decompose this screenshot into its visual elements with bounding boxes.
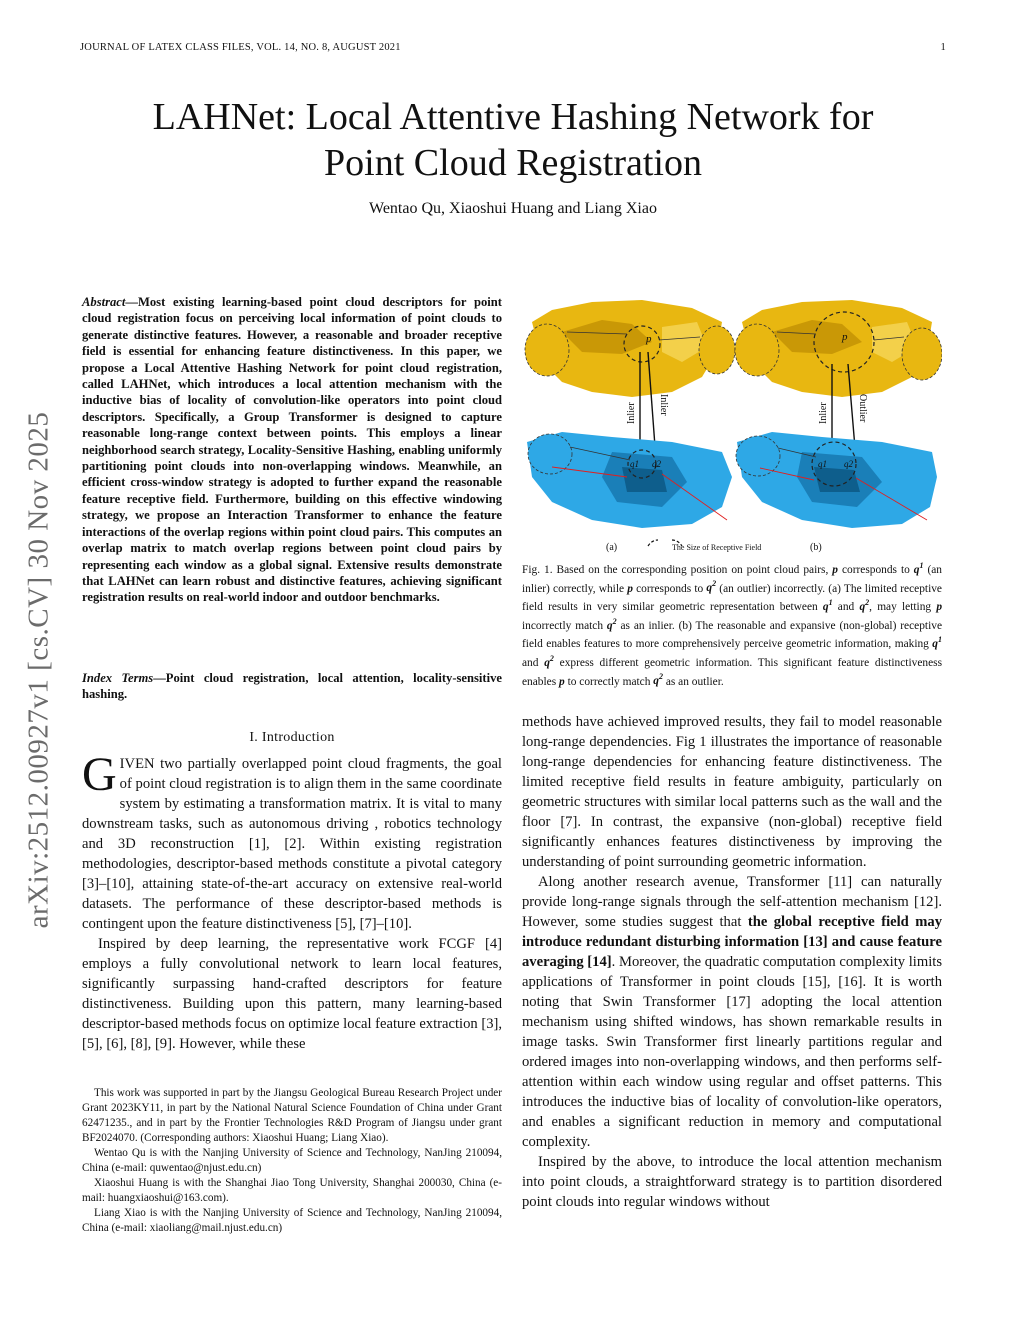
journal-header: JOURNAL OF LATEX CLASS FILES, VOL. 14, NO. 8, AUGUST 2021 (80, 42, 401, 53)
point-q2-b: q2 (844, 459, 853, 469)
footnote-author-2: Xiaoshui Huang is with the Shanghai Jiao Tong University, Shanghai 200030, China (e-mail: huangxiaoshui@163.com). (82, 1177, 502, 1204)
abstract (82, 294, 502, 606)
receptive-field-legend: The Size of Receptive Field (672, 543, 762, 552)
index-terms-label: Index Terms (82, 671, 154, 685)
figure-1 (522, 292, 942, 554)
inlier-label-a-2: Inlier (658, 394, 669, 416)
right-paragraph-2: Along another research avenue, Transformer [11] can naturally provide long-range signals through the self-attention mechanism [12]. However, some studies suggest that the global receptive field may introduce redundant disturbing information [13] and cause feature averaging [14]. Moreover, the quadratic computation complexity limits applications of Transformer in point clouds [15], [16]. It is worth noting that Swin Transformer [17] adopting the local attention mechanism using shifted windows, has shown remarkable results in image tasks. Swin Transformer first linearly partitions regular and ordered images into non-overlapping windows, and then performs self-attention within each window using regular and offset patterns. This introduces the inductive bias of locality of convolution-like operators, and enables a significant reduction in memory and computational complexity. (522, 874, 942, 1150)
point-p-b: p (842, 331, 848, 343)
right-column-text (522, 712, 942, 1212)
panel-a (525, 300, 735, 528)
page-number: 1 (940, 42, 946, 53)
abstract-label: Abstract (82, 295, 126, 309)
inlier-label-b: Inlier (818, 402, 829, 424)
outlier-label-b: Outlier (857, 394, 868, 423)
panel-a-label: (a) (606, 542, 618, 553)
zoom-circle-a-tgt-left (528, 434, 572, 474)
panel-b (735, 300, 942, 528)
author-list: Wentao Qu, Xiaoshui Huang and Liang Xiao (369, 200, 657, 217)
intro-paragraph-2: Inspired by deep learning, the representative work FCGF [4] employs a fully convolutional network to learn local features, significantly surpassing hand-crafted descriptors for feature distinctiveness. Building upon this pattern, many learning-based descriptor-based methods focus on optimize local feature extraction [3], [5], [6], [8], [9]. However, while these (82, 936, 502, 1052)
zoom-circle-a-right (699, 326, 735, 374)
title-line-1: LAHNet: Local Attentive Hashing Network for (152, 96, 874, 138)
section-heading-introduction: I. Introduction (249, 730, 335, 745)
zoom-circle-b-right (902, 328, 942, 380)
intro-paragraph-1: GIVEN two partially overlapped point cloud fragments, the goal of point cloud registration is to align them in the same coordinate system by estimating a transformation matrix. It is vital to many downstream tasks, such as autonomous driving , robotics technology and 3D reconstruction [1], [2]. Within existing registration methodologies, descriptor-based methods constitute a pivotal category [3]–[10], attaining state-of-the-art accuracy on extensive real-world datasets. The performance of these descriptor-based methods is contingent upon the feature distinctiveness [5], [7]–[10]. (82, 748, 502, 932)
footnotes (82, 1086, 502, 1236)
footnote-funding: This work was supported in part by the Jiangsu Geological Bureau Research Project under Grant 2023KY11, in part by the National Natural Science Foundation of China under Grant 62471235., and in part by the Frontier Technologies R&D Program of Jiangsu under grant BF2024070. (Corresponding authors: Xiaoshui Huang; Liang Xiao). (82, 1087, 502, 1144)
zoom-circle-b-left (735, 324, 779, 376)
title-line-2: Point Cloud Registration (324, 142, 702, 184)
right-paragraph-3: Inspired by the above, to introduce the local attention mechanism into point clouds, a straightforward strategy is to partition disordered point clouds into regular windows without (522, 1154, 942, 1210)
right-paragraph-1: methods have achieved improved results, they fail to model reasonable long-range dependencies. Fig 1 illustrates the importance of reasonable long-range dependencies for enhancing feature distinctiveness. The limited receptive field results in feature ambiguity, particularly on geometric structures with similar local patterns such as the wall and the floor [7]. In contrast, the expansive (non-global) receptive field significantly enhances features distinctiveness by improving the understanding of point surrounding geometric information. (522, 714, 942, 870)
figure-1-caption: Fig. 1. Based on the corresponding position on point cloud pairs, p corresponds to $q^1$ (an inlier) correctly, while p corresponds to $q^2$ (an outlier) incorrectly. (a) The limited receptive field results in very similar geometric representation between $q^1$ and $q^2$, may letting p incorrectly match $q^2$ as an inlier. (b) The reasonable and expansive (non-global) receptive field enables features to more comprehensively perceive geometric information, making $q^1$ and $q^2$ express different geometric information. This significant feature distinctiveness enables p to correctly match $q^2$ as an outlier. (522, 561, 943, 688)
point-p-a: p (646, 333, 652, 345)
index-terms-text: —Point cloud registration, local attention, locality-sensitive hashing. (82, 671, 502, 702)
highlighted-claim: the global receptive field may introduce redundant disturbing information [13] and cause feature averaging [14] (522, 914, 942, 970)
index-terms (82, 670, 502, 703)
footnote-author-3: Liang Xiao is with the Nanjing University of Science and Technology, NanJing 210094, China (e-mail: xiaoliang@mail.njust.edu.cn) (82, 1207, 502, 1234)
intro-left-column (82, 748, 502, 1054)
arxiv-stamp (14, 370, 64, 970)
point-q1-b: q1 (818, 459, 827, 469)
point-q2-a: q2 (652, 459, 661, 469)
footnote-author-1: Wentao Qu is with the Nanjing University of Science and Technology, NanJing 210094, China (e-mail: quwentao@njust.edu.cn) (82, 1147, 502, 1174)
zoom-circle-a-left (525, 324, 569, 376)
running-header (80, 42, 946, 56)
arxiv-stamp-text: arXiv:2512.00927v1 [cs.CV] 30 Nov 2025 (22, 411, 55, 929)
drop-cap: G (82, 748, 117, 801)
panel-b-label: (b) (810, 542, 822, 553)
zoom-circle-b-tgt-left (736, 436, 780, 476)
paper-title (80, 94, 946, 186)
inlier-label-a: Inlier (626, 402, 637, 424)
point-q1-a: q1 (630, 459, 639, 469)
abstract-text: —Most existing learning-based point cloud descriptors for point cloud registration focus on perceiving local information of point clouds to generate distinctive features. However, a reasonable and broader receptive field is essential for enhancing feature distinctiveness. In this paper, we propose a Local Attentive Hashing Network for point cloud registration, called LAHNet, which introduces a local attention mechanism with the inductive bias of locality of convolution-like operators into point cloud descriptors. Specifically, a Group Transformer is designed to capture reasonable long-range context between points. This employs a linear neighborhood search strategy, Locality-Sensitive Hashing, enabling uniformly partitioning point clouds into non-overlapping windows. Meanwhile, an efficient cross-window strategy is adopted to further expand the reasonable feature receptive field. Furthermore, building on this effective windowing strategy, we propose an Interaction Transformer to enhance the feature interactions of the overlap regions within point cloud pairs. This computes an overlap matrix to match overlap regions between point cloud pairs by representing each window as a global signal. Extensive results demonstrate that LAHNet can learn robust and distinctive features, achieving significant registration results on real-world indoor and outdoor benchmarks. (82, 295, 502, 605)
figure-1-graphic (522, 292, 942, 554)
